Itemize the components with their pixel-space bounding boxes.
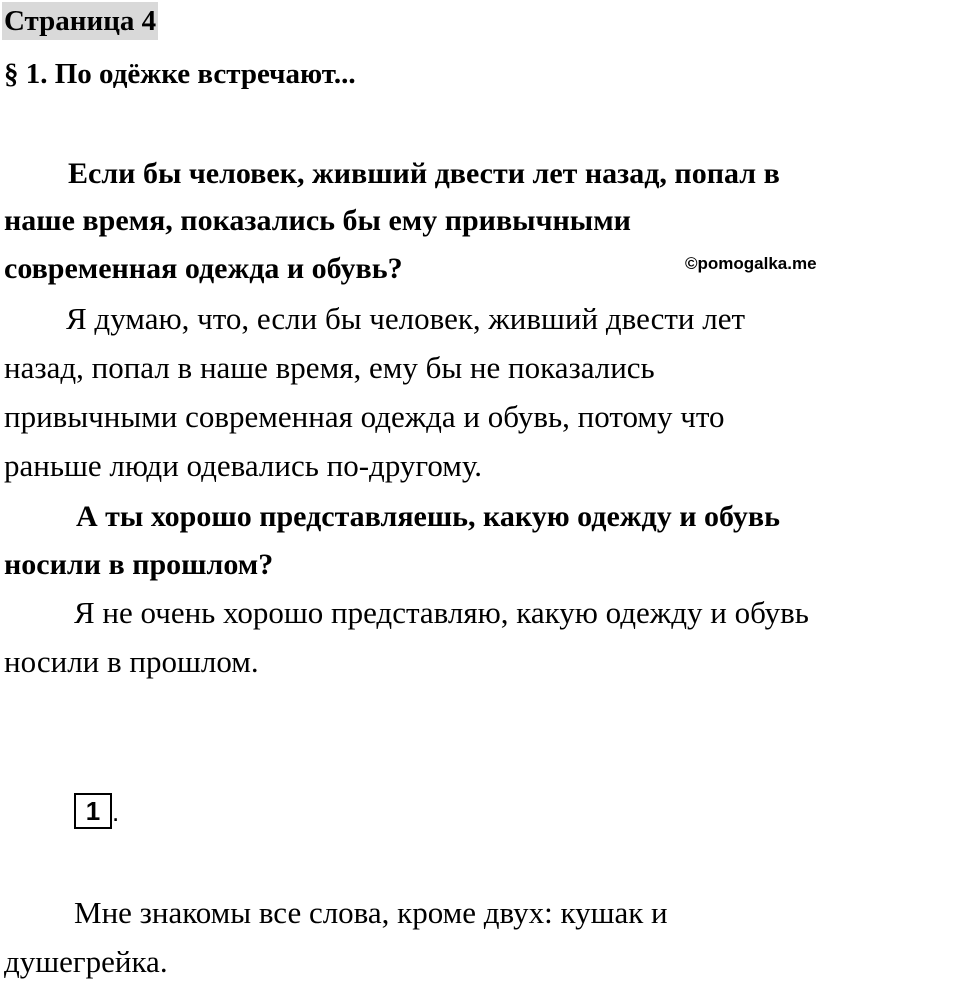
section-title: § 1. По одёжке встречают... <box>4 58 356 90</box>
answer-2-line-1: Я не очень хорошо представляю, какую одежду и обувь <box>74 595 809 630</box>
answer-1-line-4: раньше люди одевались по-другому. <box>4 448 483 483</box>
question-1-line-2: наше время, показались бы ему привычными <box>4 204 631 237</box>
task-answer-line-2: душегрейка. <box>4 944 168 979</box>
answer-2-line-2: носили в прошлом. <box>4 644 259 679</box>
question-1-line-1: Если бы человек, живший двести лет назад, попал в <box>68 157 780 190</box>
question-2-line-2: носили в прошлом? <box>4 548 274 581</box>
task-answer-line-1: Мне знакомы все слова, кроме двух: кушак и <box>74 895 668 930</box>
answer-1-line-2: назад, попал в наше время, ему бы не показались <box>4 350 655 385</box>
page-label: Страница 4 <box>2 2 158 40</box>
task-number-dot: . <box>112 797 120 827</box>
task-number-box: 1 <box>74 793 112 829</box>
watermark: ©pomogalka.me <box>685 254 817 273</box>
question-2-line-1: А ты хорошо представляешь, какую одежду и обувь <box>76 500 780 533</box>
question-1-line-3: современная одежда и обувь? <box>4 252 403 285</box>
answer-1-line-3: привычными современная одежда и обувь, потому что <box>4 399 725 434</box>
answer-1-line-1: Я думаю, что, если бы человек, живший двести лет <box>66 301 746 336</box>
